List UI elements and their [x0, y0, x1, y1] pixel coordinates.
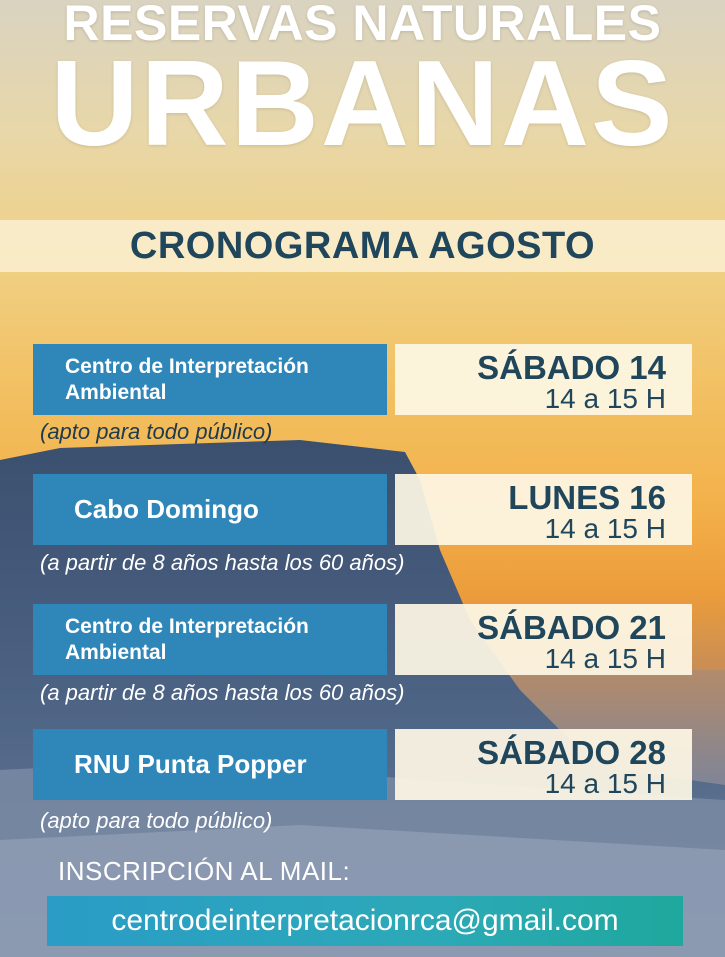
event-2-date [395, 474, 692, 545]
event-4-place-line-1: RNU Punta Popper [74, 749, 307, 779]
event-3-place-line-1: Centro de Interpretación [65, 615, 309, 639]
event-1-audience: (apto para todo público) [40, 419, 273, 444]
event-1-place [33, 344, 387, 415]
event-2-audience: (a partir de 8 años hasta los 60 años) [40, 550, 405, 575]
registration-email[interactable]: centrodeinterpretacionrca@gmail.com [47, 896, 683, 946]
event-1-time: 14 a 15 H [544, 383, 666, 414]
event-4-audience: (apto para todo público) [40, 808, 273, 833]
event-2-time: 14 a 15 H [544, 513, 666, 544]
event-1-day: SÁBADO 14 [477, 349, 666, 386]
event-3-day: SÁBADO 21 [477, 609, 666, 646]
event-4-time: 14 a 15 H [544, 768, 666, 799]
event-1-date [395, 344, 692, 415]
event-2-place-line-1: Cabo Domingo [74, 494, 259, 524]
event-2-place [33, 474, 387, 545]
event-3-date [395, 604, 692, 675]
event-4-place [33, 729, 387, 800]
event-1-place-line-2: Ambiental [65, 380, 167, 404]
event-3-place-line-2: Ambiental [65, 640, 167, 664]
event-2-day: LUNES 16 [508, 479, 666, 516]
event-4-day: SÁBADO 28 [477, 734, 666, 771]
title-line-1: RESERVAS NATURALES [63, 0, 662, 51]
event-3-audience: (a partir de 8 años hasta los 60 años) [40, 680, 405, 705]
event-1-place-line-1: Centro de Interpretación [65, 355, 309, 379]
event-3-time: 14 a 15 H [544, 643, 666, 674]
registration-label: INSCRIPCIÓN AL MAIL: [58, 856, 351, 886]
event-3-place [33, 604, 387, 675]
event-4-date [395, 729, 692, 800]
title-line-2: URBANAS [50, 35, 675, 171]
schedule-heading: CRONOGRAMA AGOSTO [0, 220, 725, 272]
